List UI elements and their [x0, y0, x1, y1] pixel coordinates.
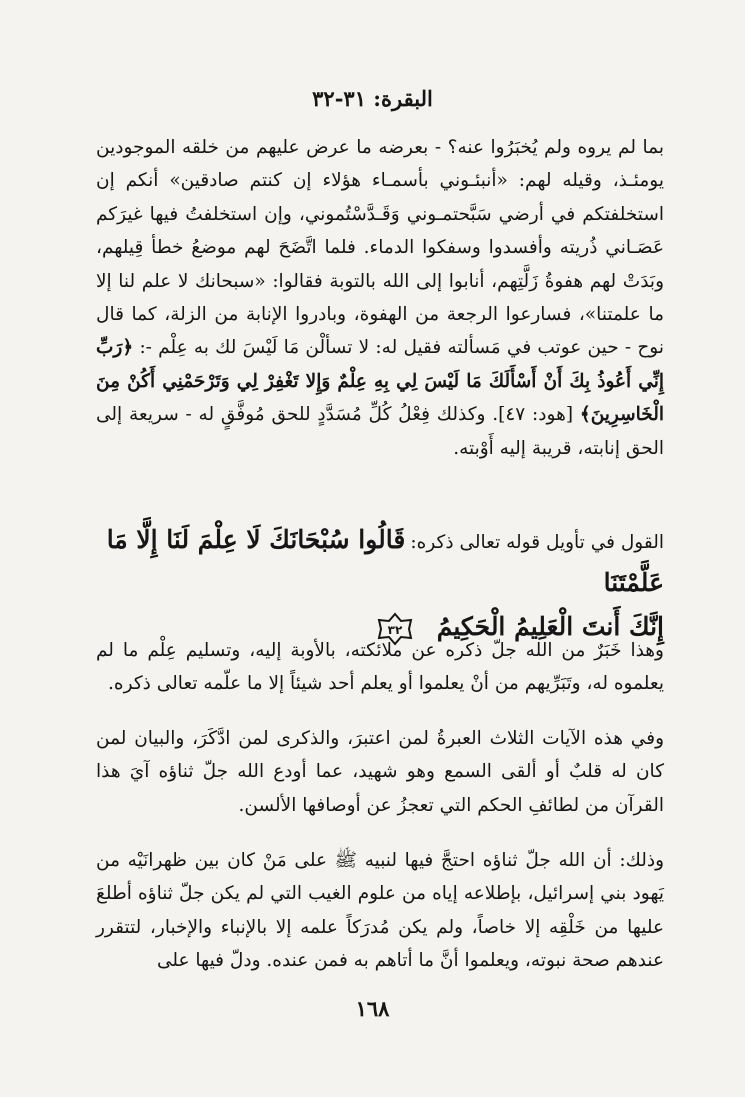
paragraph-1: [96, 131, 664, 465]
paragraph-2-text: وهذا خَبَرٌ من الله جلّ ذكره عن ملائكته، بالأوبة إليه، وتسليم عِلْم ما لم يعلموه له، وتَبَرِّيهم من أنْ يعلموا أو يعلم أحد شيئاً إلا ما علّمه تعالى ذكره.: [96, 640, 664, 695]
heading-verse-part-2: إِنَّكَ أَنتَ الْعَلِيمُ الْحَكِيمُ: [436, 612, 664, 641]
page-number-text: ١٦٨: [355, 996, 390, 1021]
section-heading: [96, 520, 664, 651]
paragraph-4: [96, 844, 664, 978]
surah-reference: البقرة: ٣١-٣٢: [312, 86, 433, 111]
heading-verse-part-1: قَالُوا سُبْحَانَكَ لَا عِلْمَ لَنَا إِلَّا مَا عَلَّمْتَنَا: [106, 525, 664, 597]
verse-reference-text: [هود: ٤٧]. وكذلك فِعْلُ كُلِّ مُسَدَّدٍ للحق مُوفَّقٍ له - سريعة إلى الحق إنابته، قريبة إليه أَوْبته.: [96, 404, 664, 459]
paragraph-1-text: بما لم يروه ولم يُخبَرُوا عنه؟ - بعرضه ما عرض عليهم من خلقه الموجودين يومئـذ، وقيله لهم: «أنبئـوني بأسمـاء هؤلاء إن كنتم صادقين» أنكم إن استخلفتكم في أرضي سَبَّحتمـوني وَقَـدَّسْتُموني، وإن استخلفتُ فيها غيرَكم عَصَـاني ذُريته وأفسدوا وسفكوا الدماء. فلما اتَّضَحَ لهم موضعُ خطأ قِيلهم، وبَدَتْ لهم هفوةُ زَلَّتِهم، أنابوا إلى الله بالتوبة فقالوا: «سبحانك لا علم لنا إلا ما علمتنا»، فسارعوا الرجعة من الهفوة، وبادروا الإنابة من الزلة، كما قال نوح - حين عوتب في مَسألته فقيل له: لا تسألْن مَا لَيْسَ لك به عِلْم -:: [96, 137, 664, 359]
paragraph-3: [96, 722, 664, 822]
page-header: [0, 84, 745, 114]
paragraph-2: [96, 634, 664, 701]
paragraph-4-text: وذلك: أن الله جلّ ثناؤه احتجَّ فيها لنبيه ﷺ على مَنْ كان بين ظهرانَيْه من يَهود بني إسرائيل، بإطلاعه إياه من علوم الغيب التي لم يكن جلّ ثناؤه أطلعَ عليها من خَلْقِه إلا خاصاً، ولم يكن مُدرَكاً علمه إلا بالإنباء والإخبار، لتتقرر عندهم صحة نبوته، ويعلموا أنَّ ما أتاهم به فمن عنده. ودلّ فيها على: [96, 850, 664, 972]
heading-intro: القول في تأويل قوله تعالى ذكره:: [410, 532, 664, 553]
quoted-verse: ﴿رَبِّ إِنِّي أَعُوذُ بِكَ أَنْ أَسْأَلَكَ مَا لَيْسَ لِي بِهِ عِلْمٌ وَإِلا تَغْفِرْ لِي وَتَرْحَمْنِي أَكُنْ مِنَ الْخَاسِرِينَ﴾: [96, 337, 664, 426]
paragraph-3-text: وفي هذه الآيات الثلاث العبرةُ لمن اعتبرَ، والذكرى لمن ادَّكَرَ، والبيان لمن كان له قلبٌ أو ألقى السمع وهو شهيد، عما أودع الله جلّ ثناؤه آيَ هذا القرآن من لطائفِ الحكم التي تعجزُ عن أوصافها الألسن.: [96, 728, 664, 816]
page-number: [0, 996, 745, 1021]
ayah-number: ٣٢: [387, 622, 403, 637]
